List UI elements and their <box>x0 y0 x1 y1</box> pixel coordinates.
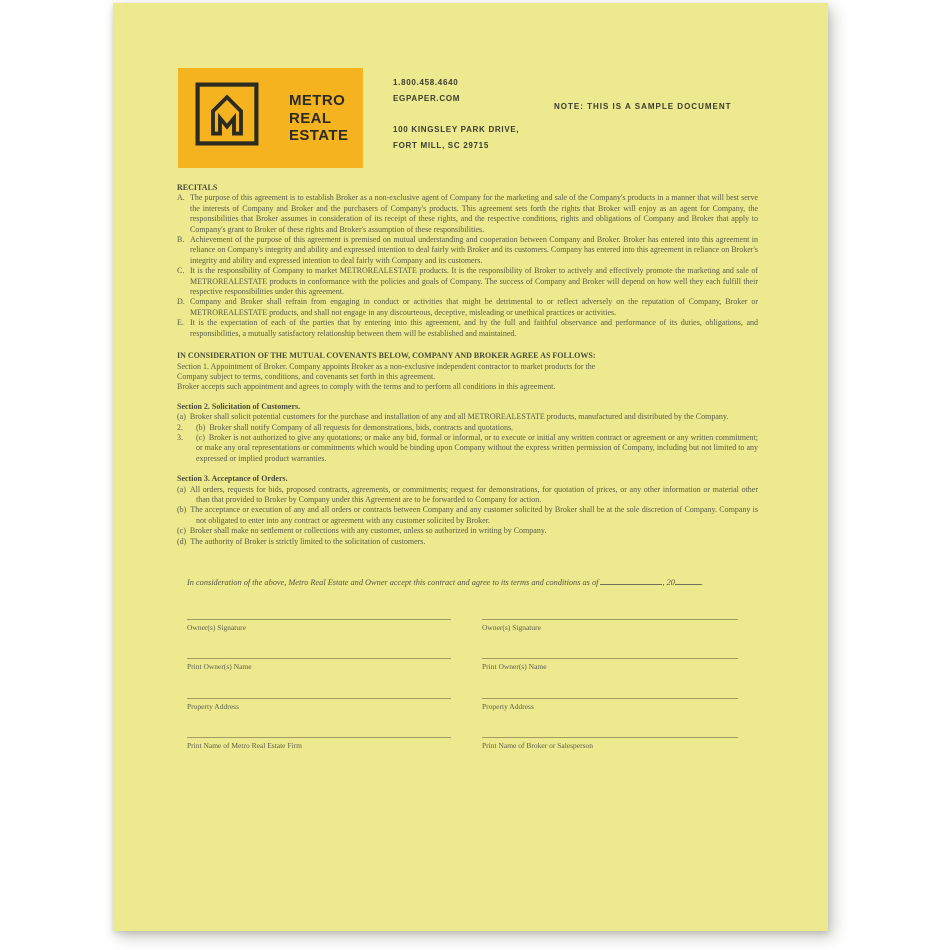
recital-text: The purpose of this agreement is to establish Broker as a non-exclusive agent of Company for the marketing and sale of the Company's products in a manner that will best serve the interests of Company and Broker and the purchasers of Company's products. This agreement sets forth the rights that Broker will enjoy as an agent for Company, the responsibilities that Broker assumes in consideration of its receipt of these rights, and the respective conditions, rights and obligations of Company and Broker that apply to Company's grant to Broker of these rights and Broker's assumption of these responsibilities. <box>190 193 758 234</box>
date-blank-field[interactable] <box>600 577 662 585</box>
phone-number: 1.800.458.4640 <box>393 78 459 87</box>
section1-line-1: Section 1. Appointment of Broker. Company appoints Broker as a non-exclusive independent contractor to market products for the <box>177 361 596 371</box>
recital-marker: B. <box>177 235 185 245</box>
section3-item-a <box>177 485 758 506</box>
item-text: Broker shall notify Company of all requests for demonstrations, bids, contracts and quotations. <box>209 422 514 432</box>
field-label: Print Name of Broker or Salesperson <box>482 740 594 750</box>
year-label: , 20 <box>662 578 675 587</box>
recital-marker: E. <box>177 318 184 328</box>
field-label: Print Name of Metro Real Estate Firm <box>187 740 302 750</box>
print-owner-name-field-right <box>482 658 738 697</box>
item-marker: (b) <box>177 505 187 515</box>
acceptance-period: . <box>700 578 704 587</box>
signature-line[interactable] <box>187 619 451 620</box>
field-label: Print Owner(s) Name <box>482 662 547 672</box>
item-text: Broker shall solicit potential customers for the purchase and installation of any and all METROREALESTATE products, manufactured and distributed by the Company. <box>189 412 729 422</box>
field-label: Print Owner(s) Name <box>187 662 252 672</box>
field-label: Owner(s) Signature <box>187 623 246 632</box>
field-label: Owner(s) Signature <box>482 623 541 632</box>
contact-phone-web <box>393 75 460 106</box>
signature-line[interactable] <box>482 737 738 738</box>
sample-document-note: NOTE: THIS IS A SAMPLE DOCUMENT <box>554 102 732 111</box>
item-text: All orders, requests for bids, proposed contracts, agreements, or commitments; request for demonstrations, for quotation of prices, or any other information or material other than that provided to Broker by Company under this Agreement are to be forwarded to Company for action. <box>189 484 758 504</box>
signature-line[interactable] <box>187 698 451 699</box>
recital-marker: C. <box>177 266 185 276</box>
signature-line[interactable] <box>187 737 451 738</box>
signature-column-left <box>187 619 451 776</box>
owner-signature-field-left <box>187 619 451 658</box>
section2-item-a <box>177 412 758 422</box>
recital-marker: D. <box>177 297 185 307</box>
section3-item-d <box>177 537 758 547</box>
section2-item-b <box>177 423 758 433</box>
acceptance-statement <box>187 577 762 587</box>
signature-section <box>187 619 738 776</box>
document-paper <box>113 3 828 931</box>
consideration-title: IN CONSIDERATION OF THE MUTUAL COVENANTS BELOW, COMPANY AND BROKER AGREE AS FOLLOWS: <box>177 351 596 361</box>
recital-item-a <box>177 193 758 235</box>
recital-text: It is the responsibility of Company to market METROREALESTATE products. It is the responsibility of Broker to actively and effectively promote the marketing and sale of METROREALESTATE products in conformance with the policies and goals of Company. The success of Company and Broker will depend on how well they each fulfill their respective responsibilities under this agreement. <box>190 266 758 297</box>
signature-line[interactable] <box>482 619 738 620</box>
signature-column-right <box>482 619 738 776</box>
recital-item-b <box>177 235 758 266</box>
logo-word-2: REAL <box>289 109 332 127</box>
item-text: The acceptance or execution of any and all orders or contracts between Company and any customer solicited by Broker shall be at the sole discretion of Company. Company is not obligated to enter into any contract or agreement with any customer solicited by Broker. <box>190 505 758 525</box>
section1-line-3: Broker accepts such appointment and agrees to comply with the terms and to perform all conditions in this agreement. <box>177 382 556 392</box>
contact-address <box>393 122 519 153</box>
section3-item-b <box>177 505 758 526</box>
broker-name-field <box>482 737 738 776</box>
section2-item-c <box>177 433 758 464</box>
section1-line-2: Company subject to terms, conditions, and covenants set forth in this agreement. <box>177 371 436 381</box>
item-marker: (b) <box>196 422 206 432</box>
house-m-icon <box>192 79 262 149</box>
website: EGPAPER.COM <box>393 93 461 103</box>
recital-text: Achievement of the purpose of this agreement is premised on mutual understanding and cooperation between Company and Broker. Broker has entered into this agreement in reliance on Company's integrity and ability and expressed intention to deal fairly with Broker and its customers. Company has entered into this agreement in reliance on Broker's integrity and ability and expressed intention to deal fairly with Company and its customers. <box>190 235 758 265</box>
owner-signature-field-right <box>482 619 738 658</box>
item-marker: (a) <box>177 484 186 494</box>
item-marker: (a) <box>177 412 186 422</box>
item-text: Broker is not authorized to give any quotations; or make any bid, formal or informal, or to execute or initial any written contract or agreement or any written commitment; or make any oral representations or commitments which would be binding upon Company without the express written permission of Company, including but not limited to any expressed or implied product warranties. <box>196 432 758 463</box>
agreement-body <box>177 183 758 547</box>
field-label: Property Address <box>482 701 534 711</box>
year-blank-field[interactable] <box>675 577 704 587</box>
print-owner-name-field-left <box>187 658 451 697</box>
item-marker: (c) <box>196 432 205 442</box>
acceptance-text: In consideration of the above, Metro Real Estate and Owner accept this contract and agree to its terms and conditions as of <box>187 578 599 587</box>
recital-item-d <box>177 297 758 318</box>
item-number: 2. <box>177 422 183 432</box>
item-marker: (c) <box>177 526 186 536</box>
signature-line[interactable] <box>482 698 738 699</box>
section3-item-c <box>177 526 758 536</box>
logo-wordmark <box>289 92 348 145</box>
item-marker: (d) <box>177 536 187 546</box>
item-number: 3. <box>177 432 183 442</box>
property-address-field-right <box>482 698 738 737</box>
address-line-2: FORT MILL, SC 29715 <box>393 140 489 150</box>
logo-word-3: ESTATE <box>289 126 349 144</box>
logo-word-1: METRO <box>289 91 346 109</box>
recital-marker: A. <box>177 193 185 203</box>
field-label: Property Address <box>187 701 239 711</box>
section3-title: Section 3. Acceptance of Orders. <box>177 474 288 484</box>
recitals-title: RECITALS <box>177 183 218 192</box>
signature-line[interactable] <box>187 658 451 659</box>
address-line-1: 100 KINGSLEY PARK DRIVE, <box>393 125 520 134</box>
section2-title: Section 2. Solicitation of Customers. <box>177 401 301 411</box>
recital-text: It is the expectation of each of the parties that by entering into this agreement, and by the full and faithful observance and performance of its duties, obligations, and responsibilities, a mutually satisfactory relationship between them will be established and maintained. <box>190 318 758 338</box>
item-text: Broker shall make no settlement or collections with any customer, unless so authorized in writing by Company. <box>189 526 547 536</box>
signature-line[interactable] <box>482 658 738 659</box>
item-text: The authority of Broker is strictly limited to the solicitation of customers. <box>190 536 426 546</box>
recital-item-c <box>177 266 758 297</box>
recital-item-e <box>177 318 758 339</box>
recital-text: Company and Broker shall refrain from engaging in conduct or activities that might be detrimental to or reflect adversely on the reputation of Company, Broker or METROREALESTATE products, and shall not engage in any discourteous, deceptive, misleading or unethical practices or activities. <box>190 297 758 317</box>
logo <box>178 68 363 168</box>
property-address-field-left <box>187 698 451 737</box>
firm-name-field <box>187 737 451 776</box>
